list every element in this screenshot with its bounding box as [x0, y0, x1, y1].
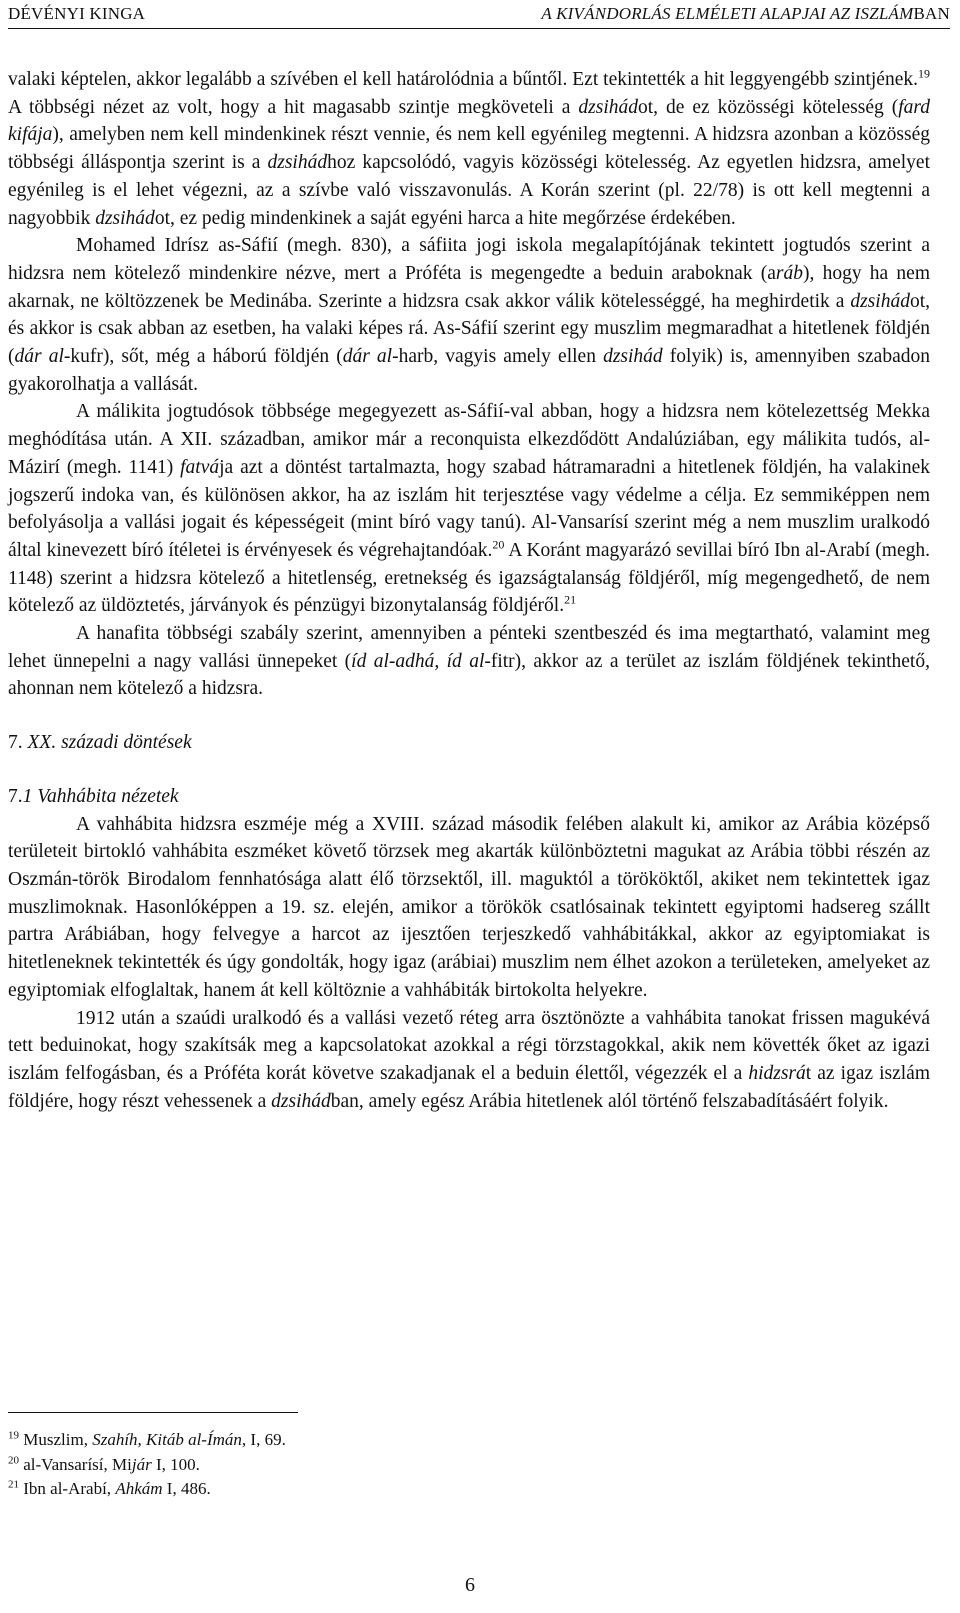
paragraph-6: 1912 után a szaúdi uralkodó és a vallási vezető réteg arra ösztönözte a vahhábita tanokat frissen magukévá tett beduinokat, hogy szakítsák meg a kapcsolatokat azokkal a régi törzstagokkal, akik nem követték őket az igazi iszlám felfogásban, és a Próféta korát követve szakadjanak el a beduin élettől, végezzék el a hidzsrát az igaz iszlám földjére, hogy részt vehessenek a dzsihádban, amely egész Arábia hitetlenek alól történő felszabadításáért folyik.: [8, 1007, 931, 1112]
body-text: [8, 66, 930, 1115]
header-title-suffix: BAN: [913, 4, 950, 23]
footnote-ref-19[interactable]: 19: [918, 66, 930, 81]
header-title: [541, 4, 950, 28]
footnote-19: $^{19}$ Muszlim, Szahíh, Kitáb al-Ímán, I, 69.: [8, 1429, 286, 1449]
section-heading-7: 7. XX. századi döntések: [8, 732, 192, 754]
footnotes: [8, 1428, 286, 1502]
header-author: DÉVÉNYI KINGA: [8, 4, 146, 23]
paragraph-2: Mohamed Idrísz as-Sáfií (megh. 830), a sáfiita jogi iskola megalapítójának tekintett jogtudós szerint a hidzsra nem kötelező mindenkire nézve, mert a Próféta is megengedte a beduin araboknak (aráb), hogy ha nem akarnak, ne költözzenek be Medinába. Szerinte a hidzsra csak akkor válik kötelességgé, ha meghirdetik a dzsihádot, és akkor is csak abban az esetben, ha valaki képes rá. As-Sáfií szerint egy muszlim megmaradhat a hitetlenek földjén (dár al-kufr), sőt, még a háború földjén (dár al-harb, vagyis amely ellen dzsihád folyik) is, amennyiben szabadon gyakorolhatja a vallását.: [8, 235, 930, 395]
paragraph-3: A málikita jogtudósok többsége megegyezett as-Sáfií-val abban, hogy a hidzsra nem kötelezettség Mekka meghódítása után. A XII. században, amikor már a reconquista elkezdődött Andalúziában, egy málikita tudós, al-Mázirí (megh. 1141) fatvája azt a döntést tartalmazta, hogy szabad hátramaradni a hitetlenek földjén, ha valakinek jogszerű indoka van, és különösen akkor, ha az iszlám hit terjesztése vagy védelme a célja. Ez semmiképpen nem befolyásolja a vallási jogait és képességeit (mint bíró vagy tanú). Al-Vansarísí szerint még a nem muszlim uralkodó által kinevezett bíró ítéletei is érvényesek és végrehajtandóak.$^{20}$ A Koránt magyarázó sevillai bíró Ibn al-Arabí (megh. 1148) szerint a hidzsra kötelező a hitetlenség, eretnekség és igazságtalanság földjéről, míg megengedhető, de nem kötelező az üldöztetés, járványok és pénzügyi bizonytalanság földjéről.$^{21}$: [8, 401, 930, 617]
footnote-21: $^{21}$ Ibn al-Arabí, Ahkám I, 486.: [8, 1478, 211, 1498]
footnote-ref-20[interactable]: 20: [492, 537, 505, 552]
paragraph-5: A vahhábita hidzsra eszméje még a XVIII. század második felében alakult ki, amikor az Arábia középső területeit birtokló vahhábita eszméket követő törzsek meg akarták különböztetni magukat az Arábia többi részén az Oszmán-török Birodalom fennhatósága alatt élő törzsektől, ill. maguktól a törököktől, akiket nem tekintettek igaz muszlimoknak. Hasonlóképpen a 19. sz. elején, amikor a törökök csatlósainak tekintett egyiptomi hadsereg szállt partra Arábiában, hogy felvegye a harcot az ijesztően terjeszkedő vahhábitákkal, akkor az egyiptomiakat is hitetleneknek tekintették és úgy gondolták, hogy igaz (arábiai) muszlim nem élhet azokon a területeken, amelyeket az egyiptomiak elfoglaltak, hanem át kell költöznie a vahhábiták birtokolta helyekre.: [8, 813, 930, 1001]
paragraph-4: A hanafita többségi szabály szerint, amennyiben a pénteki szentbeszéd és ima megtartható, valamint meg lehet ünnepelni a nagy vallási ünnepeket (íd al-adhá, íd al-fitr), akkor az a terület az iszlám földjének tekinthető, ahonnan nem kötelező a hidzsra.: [8, 623, 930, 700]
paragraph-1: valaki képtelen, akkor legalább a szívében el kell határolódnia a bűntől. Ezt tekintették a hit leggyengébb szintjének.$^{19}$ A többségi nézet az volt, hogy a hit magasabb szintje megköveteli a dzsihádot, de ez közösségi kötelesség (fard kifája), amelyben nem kell mindenkinek részt vennie, és nem kell egyénileg megtenni. A hidzsra azonban a közösség többségi álláspontja szerint is a dzsihádhoz kapcsolódó, vagyis közösségi kötelesség. Az egyetlen hidzsra, amelyet egyénileg is el lehet végezni, az a szívbe való visszavonulás. A Korán szerint (pl. 22/78) is ott kell megtenni a nagyobbik dzsihádot, ez pedig mindenkinek a saját egyéni harca a hite megőrzése érdekében.: [8, 66, 930, 229]
footnote-separator: [8, 1412, 298, 1413]
header-divider: [8, 28, 950, 29]
footnote-20: $^{20}$ al-Vansarísí, Mijár I, 100.: [8, 1453, 200, 1474]
page-number: 6: [465, 1574, 475, 1596]
header-title-main: A KIVÁNDORLÁS ELMÉLETI ALAPJAI AZ ISZLÁM: [541, 4, 914, 23]
running-header: [8, 4, 950, 28]
footnote-ref-21[interactable]: 21: [564, 592, 577, 607]
section-heading-7-1: 7.1 Vahhábita nézetek: [8, 785, 179, 807]
